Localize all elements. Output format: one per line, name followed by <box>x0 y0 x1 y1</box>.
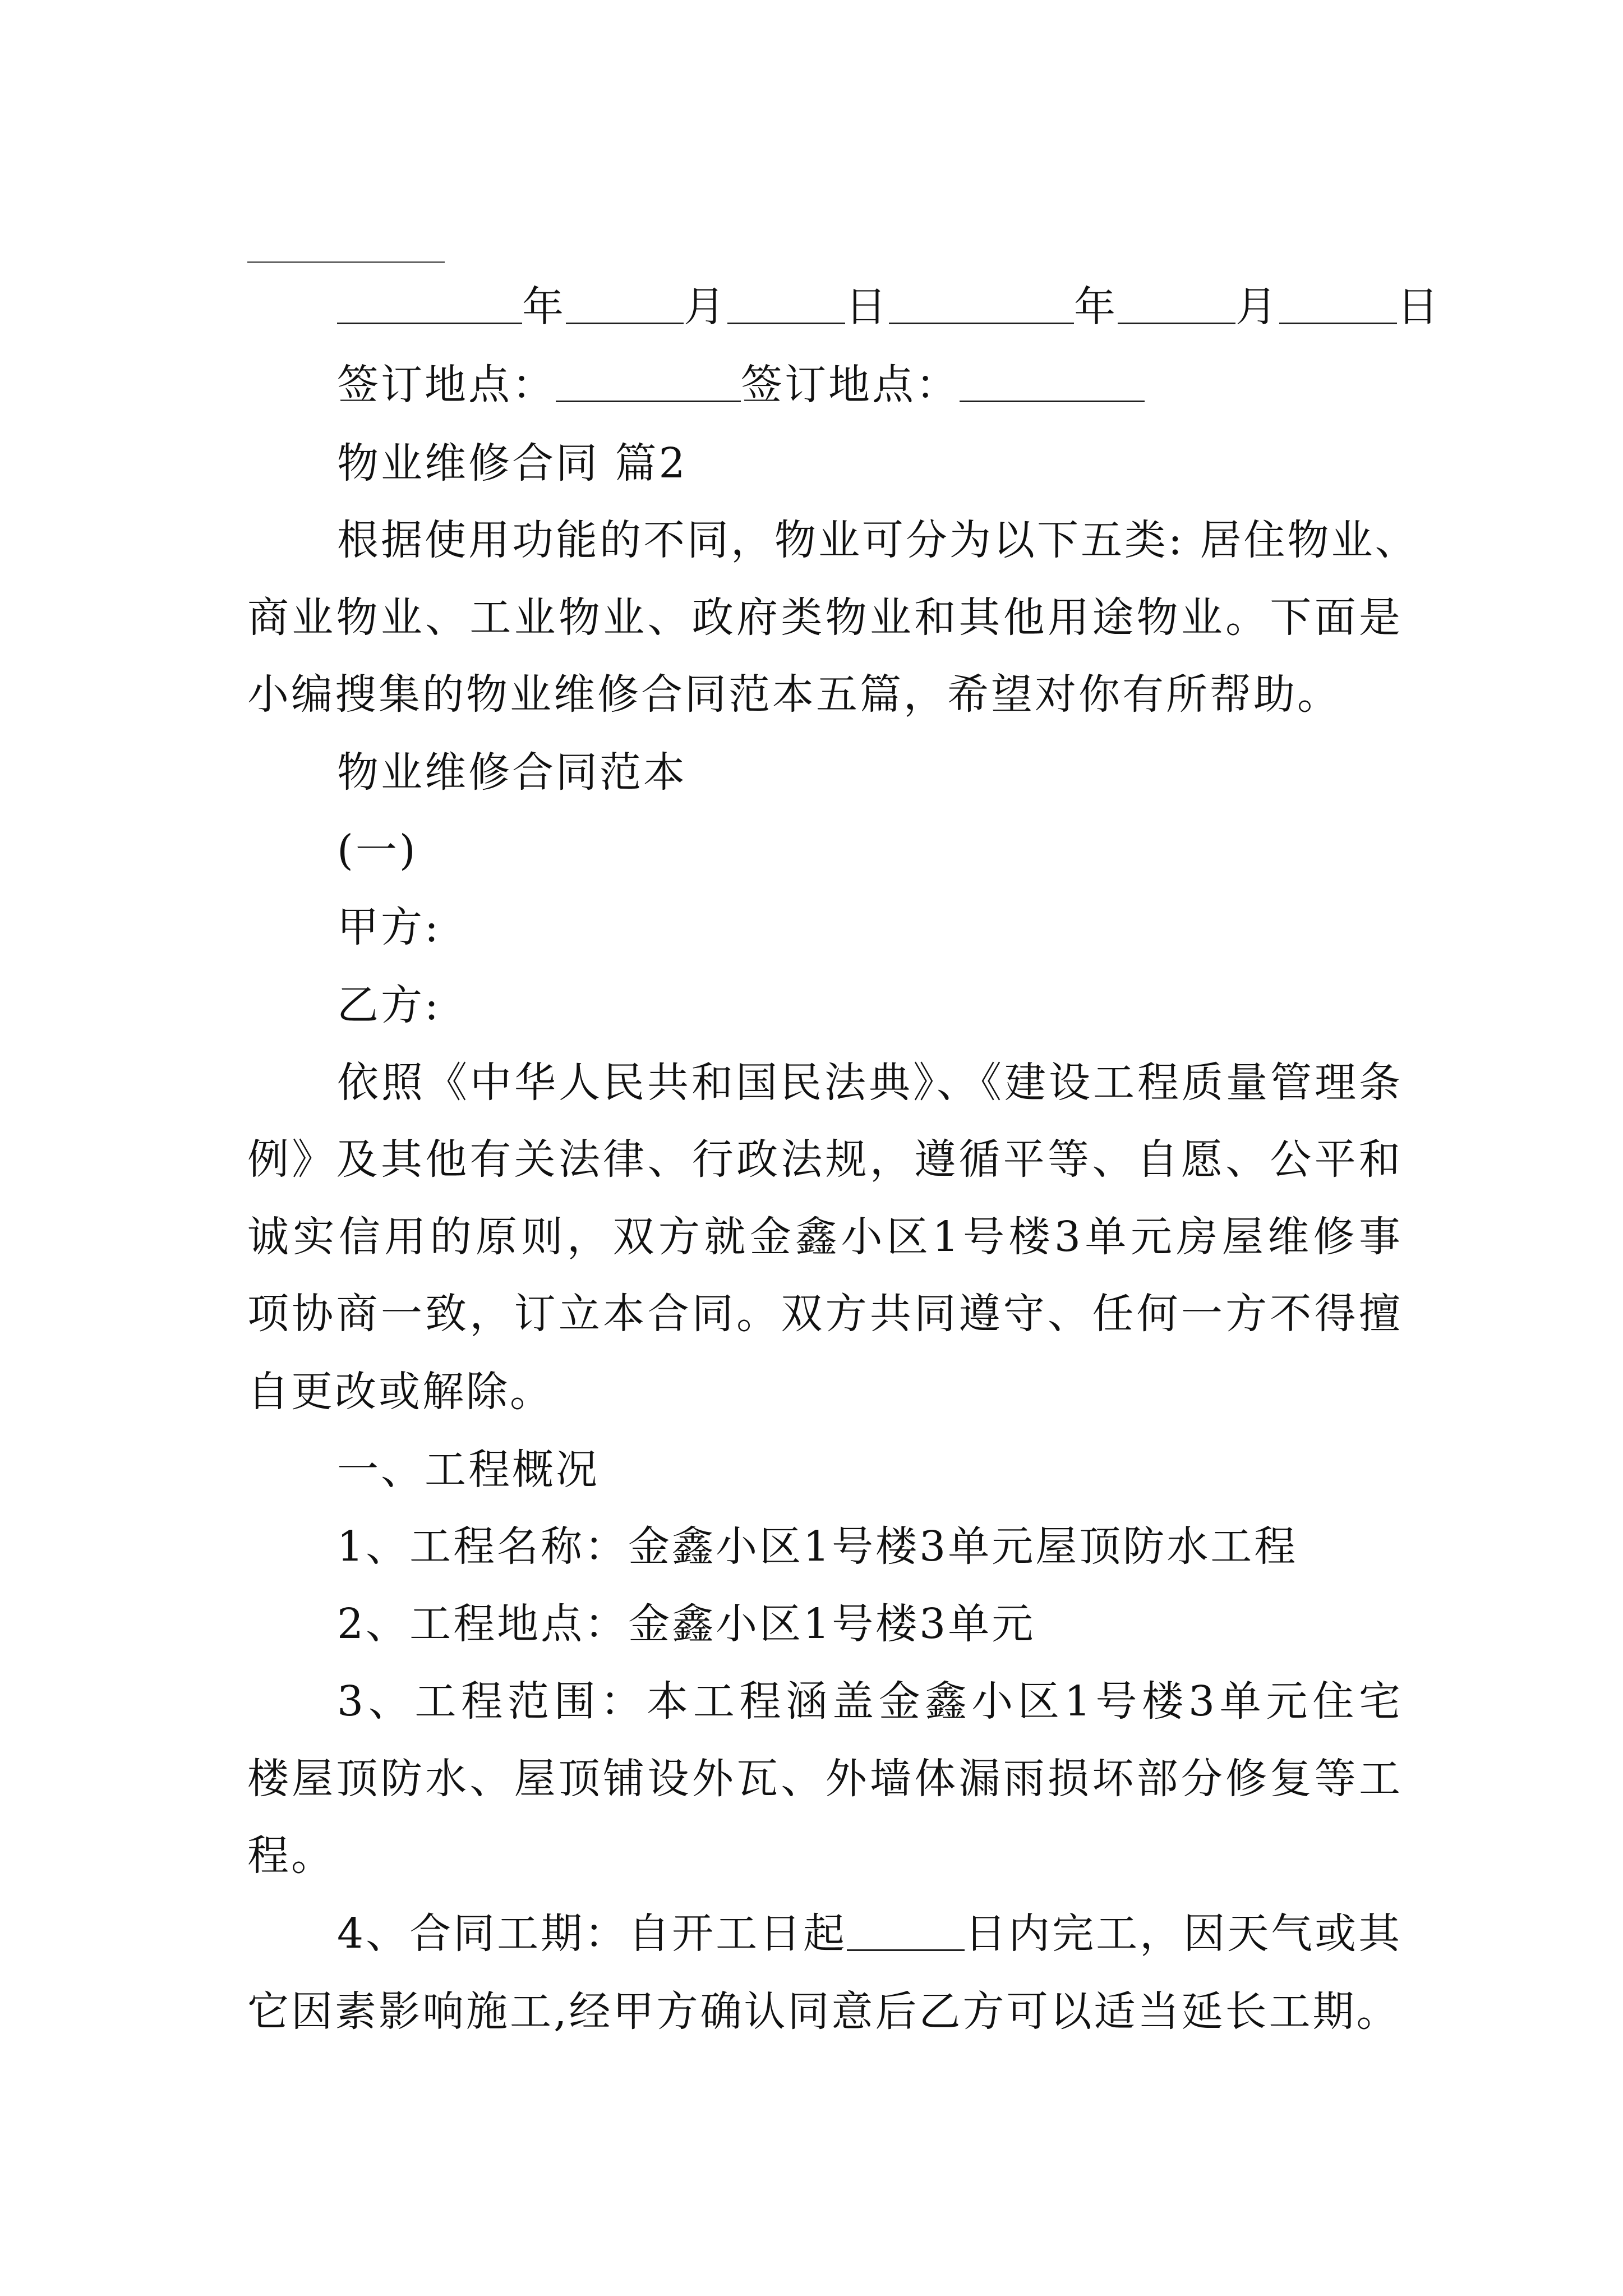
intro-line-3: 小编搜集的物业维修合同范本五篇，希望对你有所帮助。 <box>247 670 1341 719</box>
year-label: 年 <box>522 283 566 331</box>
item-4-line-2: 它因素影响施工,经甲方确认同意后乙方可以适当延长工期。 <box>247 1987 1400 2036</box>
sign-place-line <box>247 357 1403 413</box>
year-blank <box>337 283 522 324</box>
party-b-label: 乙方: <box>337 981 441 1029</box>
sign-place-blank <box>556 361 741 402</box>
month-label: 月 <box>684 283 727 331</box>
intro-line-1: 根据使用功能的不同，物业可分为以下五类: 居住物业、 <box>337 516 1419 564</box>
item-3-line-1: 3、工程范围：本工程涵盖金鑫小区1号楼3单元住宅 <box>337 1677 1403 1726</box>
section-1-heading: 一、工程概况 <box>337 1446 600 1494</box>
day-blank <box>727 283 845 324</box>
item-3-line-2: 楼屋顶防水、屋顶铺设外瓦、外墙体漏雨损坏部分修复等工 <box>247 1755 1403 1803</box>
item-1: 1、工程名称：金鑫小区1号楼3单元屋顶防水工程 <box>337 1522 1298 1571</box>
item-3-line-3: 程。 <box>247 1832 335 1880</box>
item-4-before: 4、合同工期：自开工日起 <box>337 1910 847 1958</box>
top-rule <box>247 261 445 263</box>
year-blank-2 <box>889 283 1074 324</box>
day-label-2: 日 <box>1397 283 1441 331</box>
basis-line-2: 例》及其他有关法律、行政法规，遵循平等、自愿、公平和 <box>247 1135 1403 1184</box>
sample-title: 物业维修合同范本 <box>337 748 687 797</box>
party-a-label: 甲方: <box>337 903 441 951</box>
basis-line-5: 自更改或解除。 <box>247 1368 554 1416</box>
month-blank <box>566 283 684 324</box>
days-blank <box>847 1910 965 1951</box>
item-4-line-1 <box>247 1906 1403 1962</box>
day-label: 日 <box>845 283 889 331</box>
item-4-after: 日内完工，因天气或其 <box>965 1910 1403 1958</box>
basis-line-1: 依照《中华人民共和国民法典》、《建设工程质量管理条 <box>337 1059 1403 1107</box>
day-blank-2 <box>1279 283 1397 324</box>
month-blank-2 <box>1118 283 1235 324</box>
basis-line-4: 项协商一致，订立本合同。双方共同遵守、任何一方不得擅 <box>247 1290 1403 1338</box>
section-heading: 物业维修合同 篇2 <box>337 439 688 487</box>
sign-place-label: 签订地点： <box>337 361 556 409</box>
basis-line-3: 诚实信用的原则，双方就金鑫小区1号楼3单元房屋维修事 <box>247 1213 1403 1261</box>
sample-number: (一) <box>337 826 418 875</box>
item-2: 2、工程地点：金鑫小区1号楼3单元 <box>337 1600 1036 1648</box>
intro-line-2: 商业物业、工业物业、政府类物业和其他用途物业。下面是 <box>247 593 1403 642</box>
year-label-2: 年 <box>1074 283 1118 331</box>
sign-place-label-2: 签订地点： <box>741 361 960 409</box>
sign-place-blank-2 <box>960 361 1145 402</box>
date-line <box>247 279 1441 335</box>
month-label-2: 月 <box>1235 283 1279 331</box>
